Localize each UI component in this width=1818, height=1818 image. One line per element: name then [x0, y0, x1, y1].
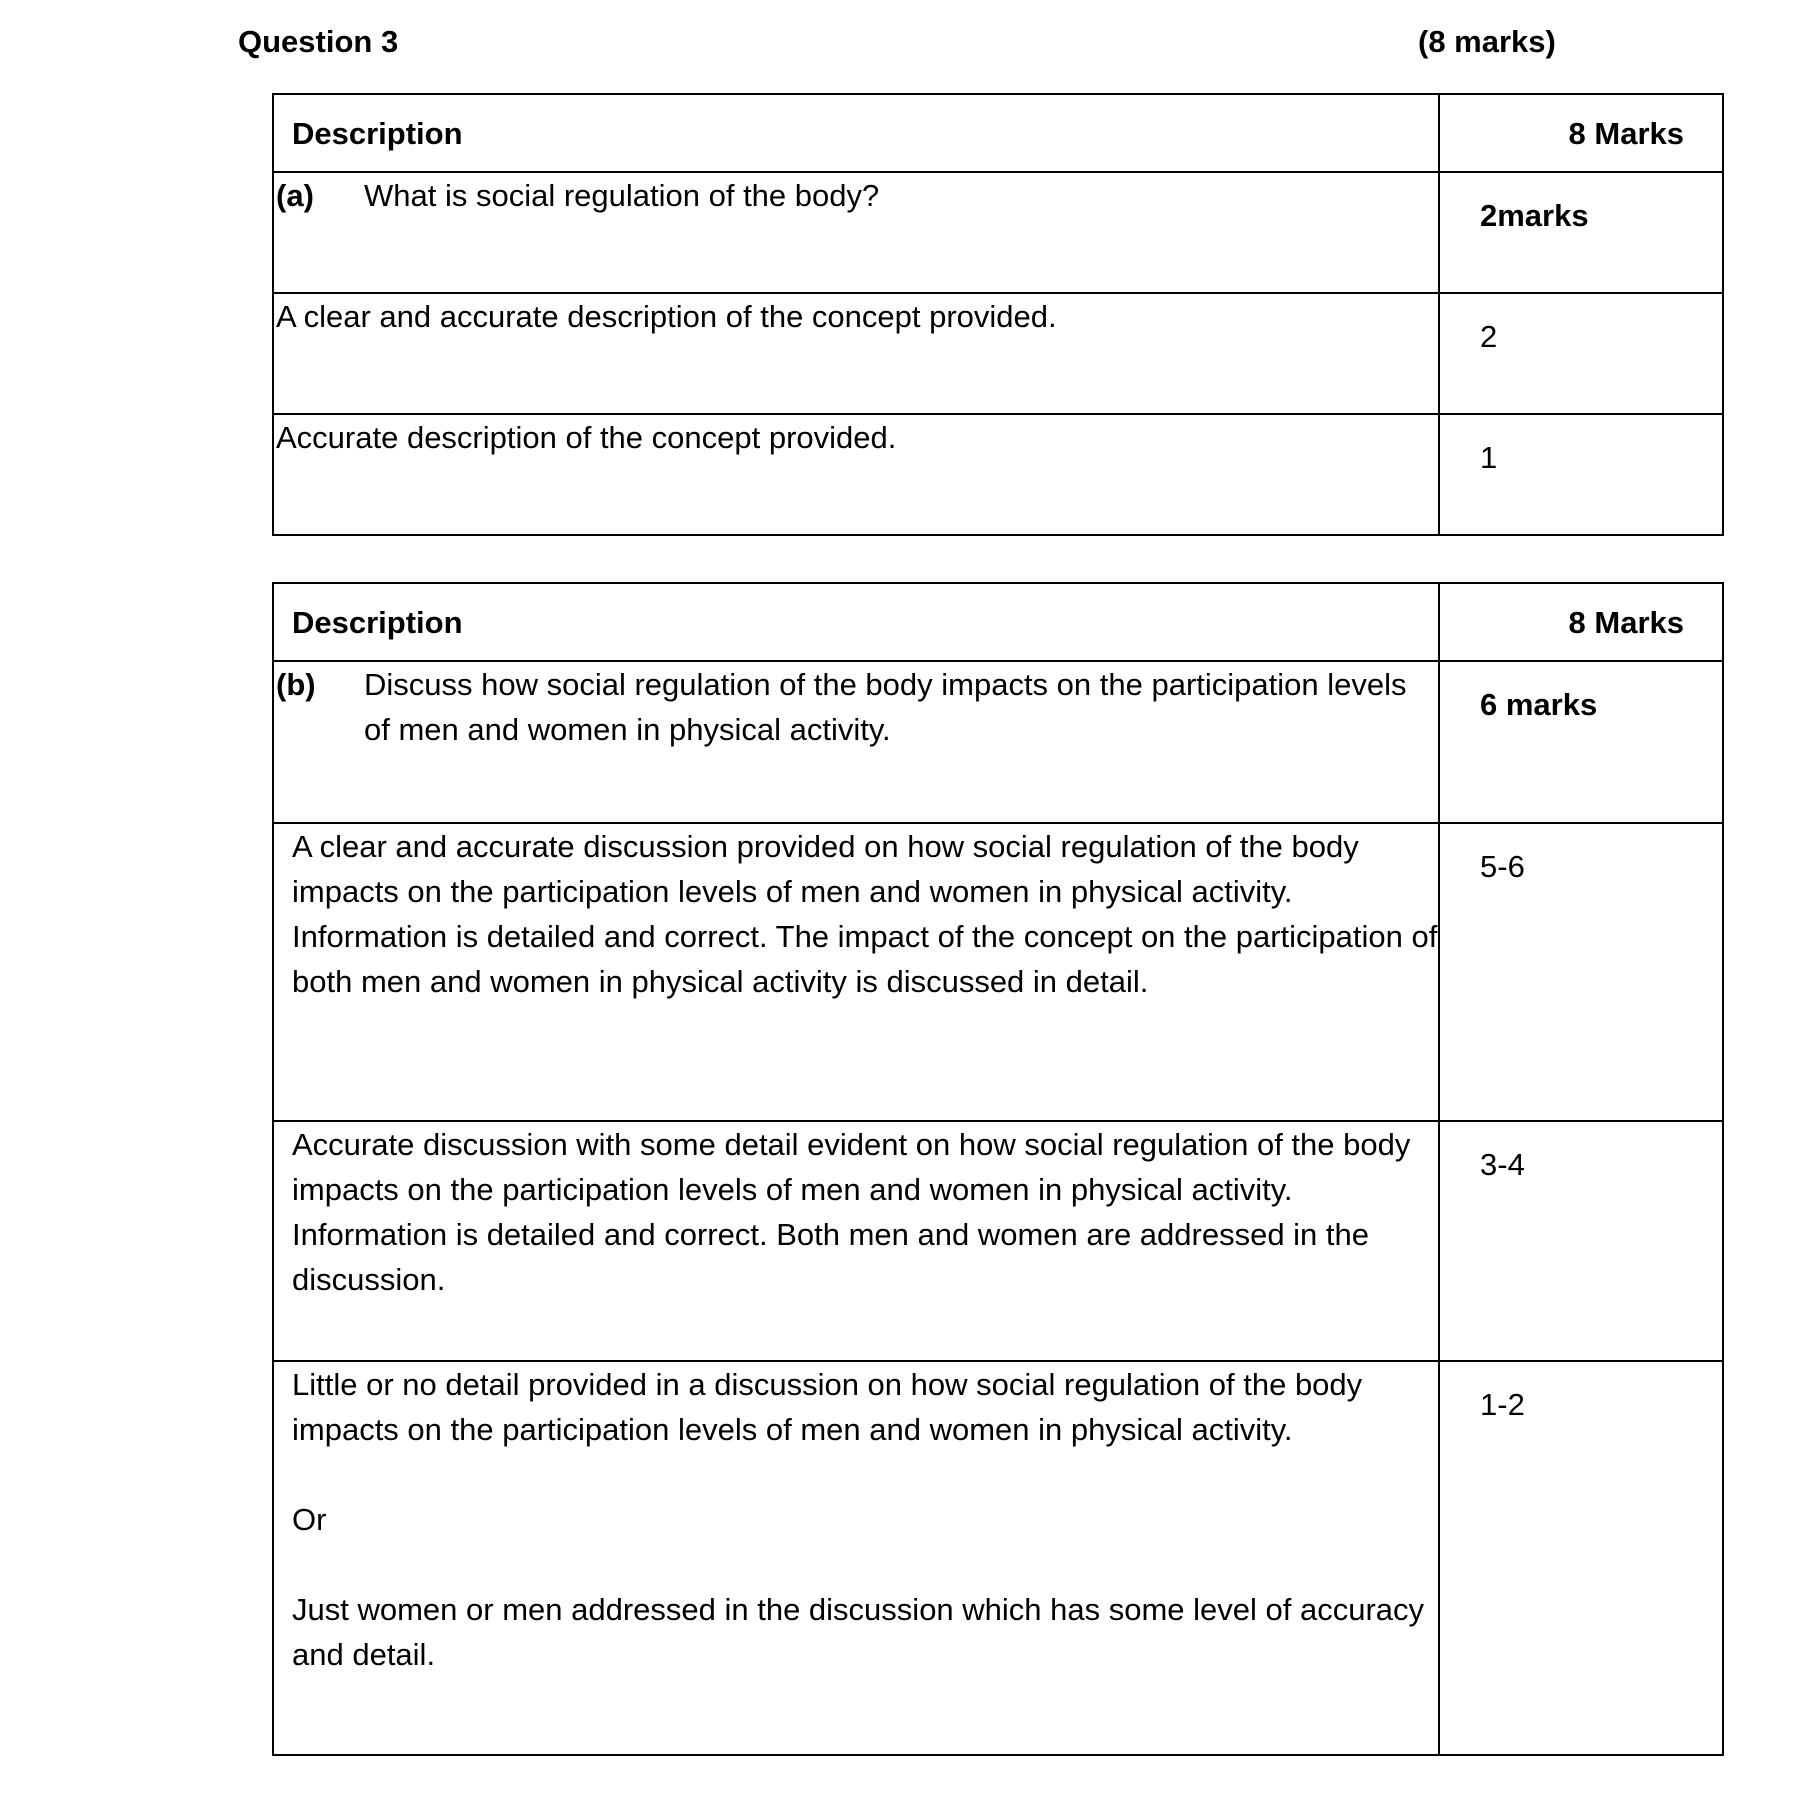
question-text: Discuss how social regulation of the body impacts on the participation levels of men and women in physical activity. [364, 667, 1407, 747]
question-marks-value: 6 marks [1480, 687, 1598, 722]
row-description [273, 1121, 1439, 1361]
question-label: (a) [276, 178, 314, 213]
marks-header: 8 Marks [1439, 583, 1723, 661]
rubric-table-a [272, 93, 1724, 536]
row-marks [1439, 1121, 1723, 1361]
question-label: (b) [276, 667, 316, 702]
marks-header: 8 Marks [1439, 94, 1723, 172]
question-marks-value: 2marks [1480, 198, 1589, 233]
row-marks [1439, 1361, 1723, 1755]
question-title: Question 3 [238, 24, 399, 59]
table-row [273, 1121, 1723, 1361]
row-description-part: Information is detailed and correct. The impact of the concept on the participation of both men and women in physical activity is discussed in detail. [292, 919, 1438, 999]
question-row [273, 172, 1723, 293]
question-header [238, 24, 1568, 64]
row-description-part: A clear and accurate discussion provided on how social regulation of the body impacts on the participation levels of men and women in physical activity. [292, 829, 1359, 909]
row-description [273, 1361, 1439, 1755]
row-description-part: Little or no detail provided in a discussion on how social regulation of the body impacts on the participation levels of men and women in physical activity. [292, 1367, 1363, 1447]
table-row [273, 293, 1723, 414]
rubric-table-b [272, 582, 1724, 1756]
question-text: What is social regulation of the body? [364, 178, 880, 213]
row-marks-value: 2 [1480, 319, 1498, 354]
row-marks [1439, 414, 1723, 535]
row-description-part: Or [292, 1502, 327, 1537]
row-marks-value: 5-6 [1480, 849, 1525, 884]
question-cell [273, 172, 1439, 293]
row-description-part: Accurate discussion with some detail evident on how social regulation of the body impacts on the participation levels of men and women in physical activity. [292, 1127, 1411, 1207]
table-row [273, 1361, 1723, 1755]
row-description: A clear and accurate description of the concept provided. [273, 293, 1439, 414]
row-marks-value: 1 [1480, 440, 1498, 475]
row-description: Accurate description of the concept provided. [273, 414, 1439, 535]
question-marks [1439, 172, 1723, 293]
table-row [273, 823, 1723, 1121]
question-marks [1439, 661, 1723, 823]
row-description [273, 823, 1439, 1121]
row-marks-value: 3-4 [1480, 1147, 1525, 1182]
description-header: Description [273, 94, 1439, 172]
table-header-row [273, 583, 1723, 661]
question-cell [273, 661, 1439, 823]
table-header-row [273, 94, 1723, 172]
row-description-part: Just women or men addressed in the discussion which has some level of accuracy and detail. [292, 1592, 1425, 1672]
question-row [273, 661, 1723, 823]
description-header: Description [273, 583, 1439, 661]
row-description-part: Information is detailed and correct. Both men and women are addressed in the discussion. [292, 1217, 1370, 1297]
row-marks-value: 1-2 [1480, 1387, 1525, 1422]
question-total-marks: (8 marks) [1418, 24, 1556, 59]
table-row [273, 414, 1723, 535]
row-marks [1439, 823, 1723, 1121]
row-marks [1439, 293, 1723, 414]
